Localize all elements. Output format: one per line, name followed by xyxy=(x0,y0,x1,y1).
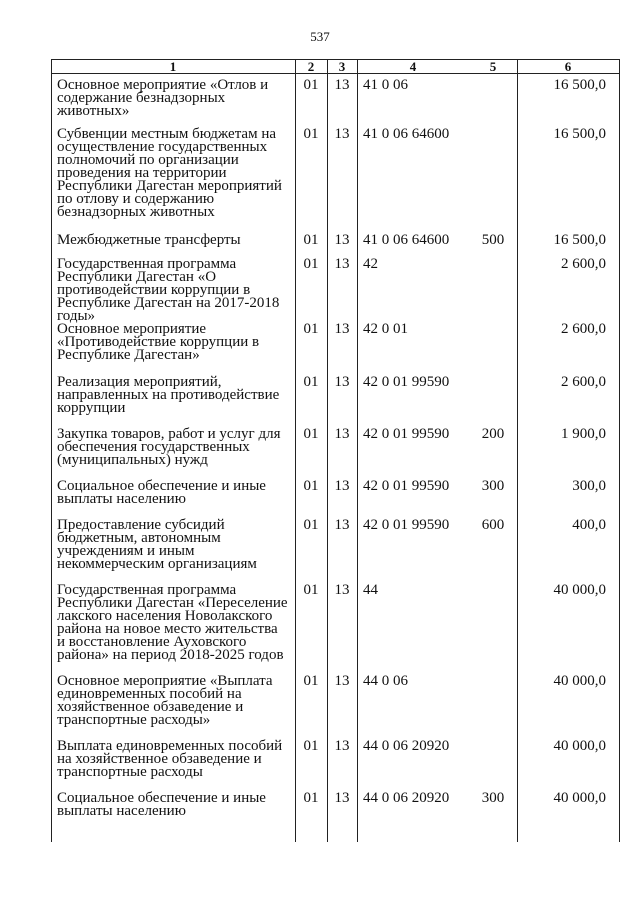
row-name: Реализация мероприятий, направленных на противодействие коррупции xyxy=(57,374,280,416)
row-expense-type: 300 xyxy=(481,478,505,494)
row-amount: 400,0 xyxy=(572,517,606,533)
row-name: Субвенции местным бюджетам на осуществление государственных полномочий по организации проведения на территории Республики Дагестан мероприятий по отлову и содержанию безнадзорных животных xyxy=(57,126,282,220)
row-name: Государственная программа Республики Дагестан «О противодействии коррупции в Республике Дагестан на 2017-2018 годы» xyxy=(57,256,280,324)
row-section: 01 xyxy=(303,374,319,390)
column-divider xyxy=(619,59,620,842)
row-amount: 16 500,0 xyxy=(553,126,606,142)
header-bottom-border xyxy=(51,73,620,74)
row-target-code: 41 0 06 64600 xyxy=(363,126,450,142)
budget-table xyxy=(51,59,620,842)
row-expense-type: 200 xyxy=(481,426,505,442)
row-target-code: 41 0 06 64600 xyxy=(363,232,450,248)
row-section: 01 xyxy=(303,673,319,689)
row-expense-type: 500 xyxy=(481,232,505,248)
column-divider xyxy=(51,59,52,842)
row-name: Основное мероприятие «Отлов и содержание безнадзорных животных» xyxy=(57,77,269,119)
row-subsection: 13 xyxy=(334,126,350,142)
row-section: 01 xyxy=(303,256,319,272)
row-name: Предоставление субсидий бюджетным, автономным учреждениям и иным некоммерческим организациям xyxy=(57,517,257,572)
row-target-code: 42 0 01 99590 xyxy=(363,426,450,442)
row-section: 01 xyxy=(303,790,319,806)
header-col-4: 4 xyxy=(409,59,417,74)
row-expense-type: 300 xyxy=(481,790,505,806)
row-subsection: 13 xyxy=(334,478,350,494)
row-target-code: 42 0 01 99590 xyxy=(363,517,450,533)
row-amount: 40 000,0 xyxy=(553,673,606,689)
row-section: 01 xyxy=(303,582,319,598)
header-col-5: 5 xyxy=(489,59,497,74)
header-col-2: 2 xyxy=(307,59,315,74)
header-col-1: 1 xyxy=(169,59,177,74)
column-divider xyxy=(357,59,358,842)
row-subsection: 13 xyxy=(334,256,350,272)
row-amount: 40 000,0 xyxy=(553,582,606,598)
row-amount: 2 600,0 xyxy=(561,256,606,272)
row-subsection: 13 xyxy=(334,426,350,442)
row-target-code: 42 0 01 99590 xyxy=(363,374,450,390)
row-name: Основное мероприятие «Противодействие коррупции в Республике Дагестан» xyxy=(57,321,260,363)
row-amount: 40 000,0 xyxy=(553,738,606,754)
row-name: Государственная программа Республики Дагестан «Переселение лакского населения Новолакского района на новое место жительства и восстановление Ауховского района» на период 2018-2025 годов xyxy=(57,582,288,663)
row-section: 01 xyxy=(303,77,319,93)
row-name: Социальное обеспечение и иные выплаты населению xyxy=(57,790,266,819)
row-subsection: 13 xyxy=(334,790,350,806)
row-subsection: 13 xyxy=(334,517,350,533)
row-target-code: 44 0 06 20920 xyxy=(363,738,450,754)
header-col-6: 6 xyxy=(564,59,572,74)
row-amount: 2 600,0 xyxy=(561,374,606,390)
row-target-code: 44 0 06 xyxy=(363,673,408,689)
row-amount: 1 900,0 xyxy=(561,426,606,442)
row-name: Закупка товаров, работ и услуг для обеспечения государственных (муниципальных) нужд xyxy=(57,426,281,468)
row-section: 01 xyxy=(303,426,319,442)
row-target-code: 42 0 01 99590 xyxy=(363,478,450,494)
row-section: 01 xyxy=(303,478,319,494)
row-target-code: 42 xyxy=(363,256,378,272)
column-divider xyxy=(295,59,296,842)
row-section: 01 xyxy=(303,738,319,754)
header-col-3: 3 xyxy=(338,59,346,74)
column-divider xyxy=(517,59,518,842)
row-section: 01 xyxy=(303,321,319,337)
row-subsection: 13 xyxy=(334,321,350,337)
row-amount: 16 500,0 xyxy=(553,77,606,93)
row-amount: 2 600,0 xyxy=(561,321,606,337)
row-subsection: 13 xyxy=(334,374,350,390)
row-expense-type: 600 xyxy=(481,517,505,533)
row-name: Основное мероприятие «Выплата единовременных пособий на хозяйственное обзаведение и транспортные расходы» xyxy=(57,673,273,728)
row-target-code: 42 0 01 xyxy=(363,321,408,337)
row-subsection: 13 xyxy=(334,673,350,689)
row-section: 01 xyxy=(303,232,319,248)
row-section: 01 xyxy=(303,126,319,142)
row-name: Социальное обеспечение и иные выплаты населению xyxy=(57,478,266,507)
row-target-code: 41 0 06 xyxy=(363,77,408,93)
page-number: 537 xyxy=(310,29,330,44)
column-divider xyxy=(327,59,328,842)
row-subsection: 13 xyxy=(334,232,350,248)
row-subsection: 13 xyxy=(334,77,350,93)
row-subsection: 13 xyxy=(334,582,350,598)
row-name: Выплата единовременных пособий на хозяйственное обзаведение и транспортные расходы xyxy=(57,738,283,780)
row-amount: 16 500,0 xyxy=(553,232,606,248)
row-target-code: 44 0 06 20920 xyxy=(363,790,450,806)
row-subsection: 13 xyxy=(334,738,350,754)
row-name: Межбюджетные трансферты xyxy=(57,232,241,248)
row-section: 01 xyxy=(303,517,319,533)
row-amount: 300,0 xyxy=(572,478,606,494)
row-amount: 40 000,0 xyxy=(553,790,606,806)
row-target-code: 44 xyxy=(363,582,378,598)
